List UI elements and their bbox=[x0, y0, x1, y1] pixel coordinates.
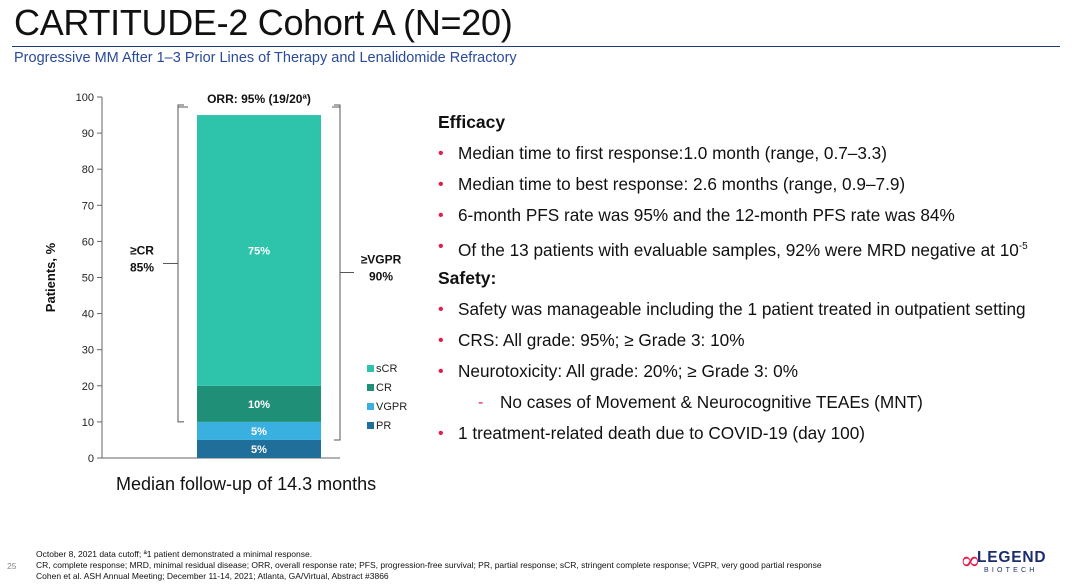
safety-bullet: • CRS: All grade: 95%; ≥ Grade 3: 10% bbox=[438, 325, 1078, 356]
followup-text: Median follow-up of 14.3 months bbox=[116, 474, 377, 494]
efficacy-bullet-mrd bbox=[438, 231, 1078, 266]
mrd-text: Of the 13 patients with evaluable samples, 92% were MRD negative at 10 bbox=[458, 240, 1019, 260]
slide-number: 25 bbox=[7, 561, 17, 571]
data-label-scr: 75% bbox=[247, 245, 271, 258]
cr-plus-label: ≥CR bbox=[130, 243, 154, 258]
safety-bullet: • Safety was manageable including the 1 patient treated in outpatient setting bbox=[438, 294, 1078, 325]
y-tick-label: 100 bbox=[75, 92, 94, 104]
efficacy-bullet: • 6-month PFS rate was 95% and the 12-month PFS rate was 84% bbox=[438, 200, 1078, 231]
y-tick-label: 70 bbox=[81, 200, 94, 213]
data-label-pr: 5% bbox=[251, 443, 267, 456]
y-tick-label: 20 bbox=[81, 380, 94, 393]
orr-label: ORR: 95% (19/20ª) bbox=[207, 92, 311, 106]
safety-sub-bullet: - No cases of Movement & Neurocognitive TEAEs (MNT) bbox=[438, 387, 1078, 418]
y-tick-label: 80 bbox=[81, 164, 94, 177]
legend-swatch-cr bbox=[367, 384, 374, 391]
y-tick-label: 40 bbox=[81, 308, 94, 321]
legend-swatch-vgpr bbox=[367, 403, 374, 410]
vgpr-plus-value: 90% bbox=[368, 269, 394, 284]
slide-subtitle: Progressive MM After 1–3 Prior Lines of Therapy and Lenalidomide Refractory bbox=[14, 50, 517, 66]
vgpr-plus-label: ≥VGPR bbox=[360, 252, 402, 267]
footnote-line: Cohen et al. ASH Annual Meeting; December 11-14, 2021; Atlanta, GA/Virtual, Abstract #3866 bbox=[36, 570, 389, 581]
logo-subtext: BIOTECH bbox=[984, 567, 1038, 574]
mrd-exponent: -5 bbox=[1018, 241, 1028, 252]
footnotes bbox=[36, 549, 822, 581]
efficacy-bullet: • Median time to first response:1.0 month (range, 0.7–3.3) bbox=[438, 138, 1078, 169]
footnote-line: October 8, 2021 data cutoff; ª1 patient demonstrated a minimal response. bbox=[36, 549, 313, 559]
y-tick-label: 60 bbox=[81, 236, 94, 249]
y-tick-label: 50 bbox=[81, 272, 94, 285]
response-chart bbox=[0, 0, 430, 470]
y-axis-label: Patients, % bbox=[43, 242, 58, 313]
y-tick-label: 30 bbox=[81, 344, 94, 357]
legend-label-vgpr: VGPR bbox=[376, 401, 408, 413]
vgpr-plus-bracket bbox=[334, 105, 340, 440]
cr-plus-bracket bbox=[178, 105, 184, 422]
safety-heading: Safety: bbox=[438, 268, 497, 288]
data-label-cr: 10% bbox=[247, 398, 271, 411]
safety-bullet: • Neurotoxicity: All grade: 20%; ≥ Grade 3: 0% bbox=[438, 356, 1078, 387]
y-tick-label: 10 bbox=[81, 416, 94, 429]
slide-title: CARTITUDE-2 Cohort A (N=20) bbox=[14, 2, 513, 43]
legend-swatch-scr bbox=[367, 365, 374, 372]
legend-logo-icon: ∞ bbox=[960, 546, 981, 575]
efficacy-bullet: • Median time to best response: 2.6 months (range, 0.9–7.9) bbox=[438, 169, 1078, 200]
legend-label-cr: CR bbox=[376, 382, 392, 394]
cr-plus-value: 85% bbox=[129, 260, 155, 275]
data-label-vgpr: 5% bbox=[251, 425, 267, 438]
legend-label-pr: PR bbox=[376, 420, 392, 432]
logo-wordmark: LEGEND bbox=[977, 549, 1047, 566]
y-tick-label: 0 bbox=[87, 453, 94, 465]
legend-swatch-pr bbox=[367, 422, 374, 429]
y-tick-label: 90 bbox=[81, 128, 94, 141]
footnote-line: CR, complete response; MRD, minimal residual disease; ORR, overall response rate; PFS, progression-free survival; PR, partial response; sCR, stringent complete response; VGPR, very good partial response bbox=[36, 559, 822, 570]
legend-label-scr: sCR bbox=[376, 363, 398, 375]
efficacy-heading: Efficacy bbox=[438, 112, 506, 132]
legend-biotech-logo bbox=[960, 544, 1056, 578]
results-panel bbox=[438, 112, 1078, 449]
safety-bullet: • 1 treatment-related death due to COVID-19 (day 100) bbox=[438, 418, 1078, 449]
